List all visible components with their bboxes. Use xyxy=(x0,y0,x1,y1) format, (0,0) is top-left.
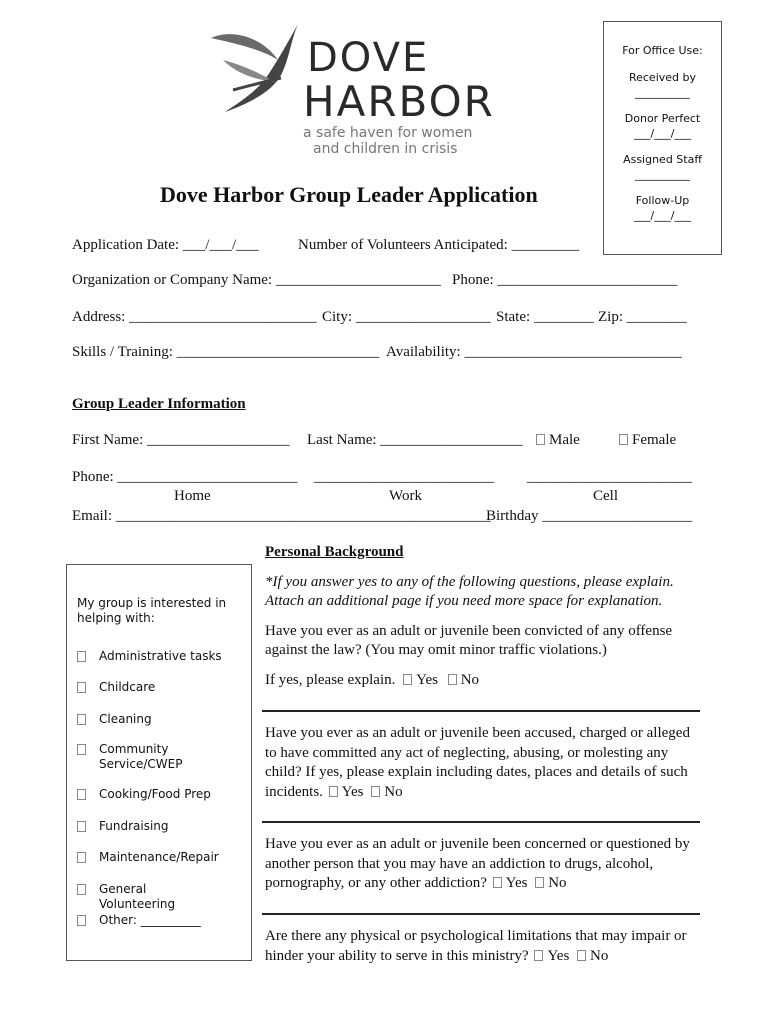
office-assigned: Assigned Staff xyxy=(623,153,702,166)
checkbox-icon xyxy=(371,786,380,797)
checkbox-icon xyxy=(77,789,86,800)
no-label: No xyxy=(384,783,403,800)
office-donor: Donor Perfect xyxy=(624,112,701,125)
office-donor-blank: ___/___/___ xyxy=(634,127,691,140)
personal-background-heading: Personal Background xyxy=(265,544,404,560)
question-convicted: Have you ever as an adult or juvenile been convicted of any offense against the law? (You may omit minor traffic violations.) xyxy=(265,623,673,658)
zip-field[interactable]: Zip: ________ xyxy=(598,309,687,325)
q2-no-checkbox[interactable] xyxy=(371,784,402,800)
divider xyxy=(262,913,700,915)
no-label: No xyxy=(548,875,567,891)
checkbox-icon xyxy=(536,434,545,445)
office-received: Received by xyxy=(628,71,697,84)
interest-heading: My group is interested in helping with: xyxy=(77,596,227,625)
q2-yes-checkbox[interactable] xyxy=(329,784,364,800)
cell-label: Cell xyxy=(593,488,618,504)
question-limitations-text: Are there any physical or psychological limitations that may impair or hinder your ability to serve in this ministry? xyxy=(265,928,687,964)
dove-icon xyxy=(203,20,313,120)
checkbox-icon xyxy=(534,950,543,961)
checkbox-icon xyxy=(77,714,86,725)
divider xyxy=(262,821,700,823)
question-abuse-text: Have you ever as an adult or juvenile been accused, charged or alleged to have committed any act of neglecting, abusing, or molesting any child? If yes, please explain including dates, places and details of such incidents. xyxy=(265,725,690,800)
male-label: Male xyxy=(549,432,580,448)
checkbox-icon xyxy=(403,674,412,685)
checkbox-icon xyxy=(577,950,586,961)
question-limitations xyxy=(265,927,705,966)
page-title: Dove Harbor Group Leader Application xyxy=(160,182,538,207)
logo-name-line1: DOVE xyxy=(307,35,430,81)
yes-label: Yes xyxy=(505,875,528,891)
group-leader-heading: Group Leader Information xyxy=(72,396,246,412)
female-label: Female xyxy=(632,432,677,448)
office-followup-blank: ___/___/___ xyxy=(634,209,691,222)
interest-box xyxy=(66,564,252,961)
yes-label: Yes xyxy=(416,672,438,688)
checkbox-icon xyxy=(619,434,628,445)
checkbox-icon xyxy=(77,682,86,693)
male-checkbox[interactable] xyxy=(536,432,580,449)
question-addiction-text: Have you ever as an adult or juvenile been concerned or questioned by another person that you may have an addiction to drugs, alcohol, pornography, or any other addiction? xyxy=(265,836,690,891)
logo-tagline2: and children in crisis xyxy=(313,141,458,157)
question-addiction xyxy=(265,835,705,894)
question-abuse xyxy=(265,724,705,802)
leader-phone-work-field[interactable]: ________________________ xyxy=(314,469,494,485)
office-received-blank: __________ xyxy=(635,86,690,99)
divider xyxy=(262,710,700,712)
logo-tagline1: a safe haven for women xyxy=(303,125,473,141)
home-label: Home xyxy=(174,488,211,504)
yes-label: Yes xyxy=(341,783,364,800)
checkbox-icon xyxy=(77,915,86,926)
interest-item-label: Cleaning xyxy=(99,712,152,726)
yes-label: Yes xyxy=(547,947,570,964)
q3-no-checkbox[interactable] xyxy=(535,875,566,891)
city-field[interactable]: City: __________________ xyxy=(322,309,491,325)
state-field[interactable]: State: ________ xyxy=(496,309,594,325)
office-use-box xyxy=(603,21,722,255)
email-field[interactable]: Email: __________________________________________________ xyxy=(72,508,491,524)
checkbox-icon xyxy=(77,744,86,755)
last-name-field[interactable]: Last Name: ___________________ xyxy=(307,432,523,448)
address-field[interactable]: Address: _________________________ xyxy=(72,309,317,325)
organization-phone-field[interactable]: Phone: ________________________ xyxy=(452,272,678,288)
background-note: *If you answer yes to any of the following questions, please explain. Attach an additional page if you need more space for explanation. xyxy=(265,574,674,609)
checkbox-icon xyxy=(77,821,86,832)
number-volunteers-field[interactable]: Number of Volunteers Anticipated: _________ xyxy=(298,237,580,253)
interest-item-label: Administrative tasks xyxy=(99,649,222,663)
first-name-field[interactable]: First Name: ___________________ xyxy=(72,432,290,448)
checkbox-icon xyxy=(77,651,86,662)
checkbox-icon xyxy=(77,884,86,895)
checkbox-icon xyxy=(535,877,544,888)
office-assigned-blank: __________ xyxy=(635,168,690,181)
leader-phone-cell-field[interactable]: ______________________ xyxy=(527,469,692,485)
office-heading: For Office Use: xyxy=(622,44,703,57)
logo xyxy=(203,15,503,165)
question-convicted-answer xyxy=(265,672,479,689)
interest-item-label: Fundraising xyxy=(99,819,169,833)
checkbox-icon xyxy=(493,877,502,888)
organization-name-field[interactable]: Organization or Company Name: ______________________ xyxy=(72,272,441,288)
skills-field[interactable]: Skills / Training: ___________________________ xyxy=(72,344,380,360)
q1-no-checkbox[interactable] xyxy=(448,672,479,688)
q4-no-checkbox[interactable] xyxy=(577,948,608,964)
work-label: Work xyxy=(389,488,422,504)
checkbox-icon xyxy=(77,852,86,863)
application-date-field[interactable]: Application Date: ___/___/___ xyxy=(72,237,259,253)
female-checkbox[interactable] xyxy=(619,432,676,449)
no-label: No xyxy=(460,672,480,688)
interest-item-label: Cooking/Food Prep xyxy=(99,787,211,801)
question-convicted-followup: If yes, please explain. xyxy=(265,672,396,688)
leader-phone-home-field[interactable]: Phone: ________________________ xyxy=(72,469,298,485)
birthday-field[interactable]: Birthday ____________________ xyxy=(486,508,693,524)
interest-item-label: Childcare xyxy=(99,680,156,694)
availability-field[interactable]: Availability: _____________________________ xyxy=(386,344,682,360)
interest-item-label: General Volunteering xyxy=(99,882,176,911)
q4-yes-checkbox[interactable] xyxy=(534,948,569,964)
checkbox-icon xyxy=(448,674,457,685)
q3-yes-checkbox[interactable] xyxy=(493,875,528,891)
checkbox-icon xyxy=(329,786,338,797)
q1-yes-checkbox[interactable] xyxy=(403,672,438,688)
interest-item-label: Community Service/CWEP xyxy=(99,742,183,771)
no-label: No xyxy=(590,947,609,964)
office-followup: Follow-Up xyxy=(635,194,690,207)
interest-item-label: Maintenance/Repair xyxy=(99,850,219,864)
logo-name-line2: HARBOR xyxy=(303,77,495,126)
interest-item-label: Other: __________ xyxy=(99,913,201,927)
